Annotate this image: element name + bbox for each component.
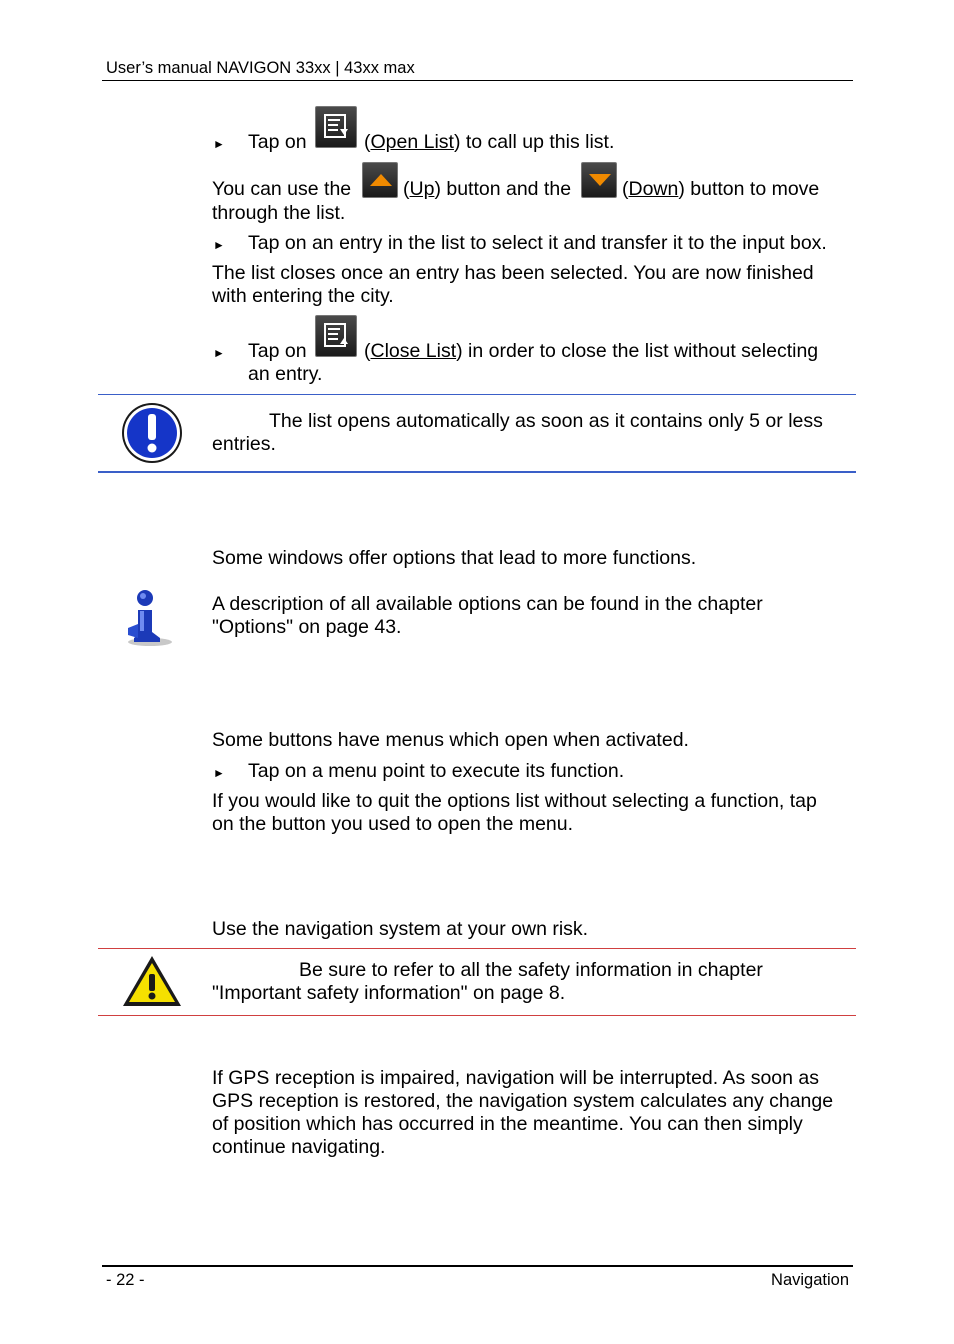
gps-line1: If GPS reception is impaired, navigation will be interrupted. As soon as: [212, 1067, 819, 1089]
exclamation-icon: [121, 402, 183, 469]
closes-line2: with entering the city.: [212, 285, 394, 307]
down-sentence: (Down) button to move: [622, 178, 820, 200]
close-list-sentence: (Close List) in order to close the list without selecting: [364, 340, 819, 362]
warning-line2: "Important safety information" on page 8.: [212, 982, 566, 1004]
footer-rule: [102, 1265, 853, 1267]
use-pre: You can use the: [212, 178, 352, 200]
info-person-icon: [124, 588, 178, 653]
note-rule-top: [98, 394, 856, 395]
bullet-icon: ►: [213, 137, 225, 151]
gps-line3: of position which has occurred in the meantime. You can then simply: [212, 1113, 803, 1135]
warning-triangle-icon: [121, 954, 183, 1013]
bullet-icon: ►: [213, 766, 225, 780]
open-list-link: Open List: [370, 131, 454, 153]
bullet-icon: ►: [213, 346, 225, 360]
note-line2: entries.: [212, 433, 276, 455]
bullet-icon: ►: [213, 238, 225, 252]
open-pre: Tap on: [248, 131, 307, 153]
close-pre: Tap on: [248, 340, 307, 362]
gps-line2: GPS reception is restored, the navigation system calculates any change: [212, 1090, 834, 1112]
down-arrow-icon: [581, 162, 617, 198]
close-line2: an entry.: [248, 363, 323, 385]
note-line1: The list opens automatically as soon as it contains only 5 or less: [269, 410, 823, 432]
menus-p2-line1: If you would like to quit the options list without selecting a function, tap: [212, 790, 817, 812]
open-list-sentence: (Open List) to call up this list.: [364, 131, 615, 153]
up-sentence: (Up) button and the: [403, 178, 572, 200]
closes-line1: The list closes once an entry has been selected. You are now finished: [212, 262, 814, 284]
options-p2-line1: A description of all available options can be found in the chapter: [212, 593, 763, 615]
footer-page: - 22 -: [106, 1271, 145, 1289]
warning-rule-bottom: [98, 1015, 856, 1016]
menus-p1: Some buttons have menus which open when activated.: [212, 729, 689, 751]
footer-section: Navigation: [771, 1271, 849, 1289]
options-p2-line2: "Options" on page 43.: [212, 616, 402, 638]
open-list-icon: [315, 106, 357, 148]
note-rule-bottom: [98, 471, 856, 473]
menus-p2-line2: on the button you used to open the menu.: [212, 813, 574, 835]
risk-p1: Use the navigation system at your own risk.: [212, 918, 589, 940]
gps-line4: continue navigating.: [212, 1136, 386, 1158]
warning-line1: Be sure to refer to all the safety information in chapter: [299, 959, 763, 981]
header-rule: [102, 80, 853, 81]
up-arrow-icon: [362, 162, 398, 198]
close-list-icon: [315, 315, 357, 357]
use-line2: through the list.: [212, 202, 346, 224]
tap-entry: Tap on an entry in the list to select it and transfer it to the input box.: [248, 232, 827, 254]
menus-bullet: Tap on a menu point to execute its function.: [248, 760, 625, 782]
options-p1: Some windows offer options that lead to more functions.: [212, 547, 697, 569]
header-title: User’s manual NAVIGON 33xx | 43xx max: [106, 59, 415, 77]
warning-rule-top: [98, 948, 856, 949]
